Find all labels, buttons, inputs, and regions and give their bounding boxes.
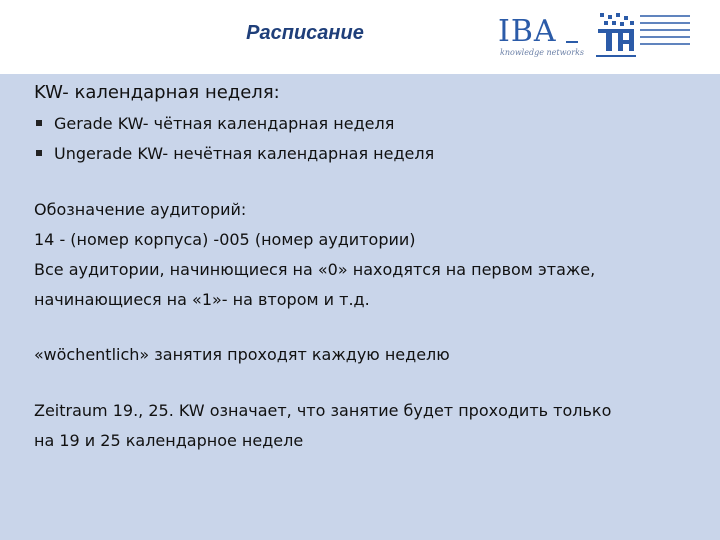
th-wildau-logo-text-lines	[640, 15, 690, 50]
rooms-example: 14 - (номер корпуса) -005 (номер аудитории)	[34, 230, 416, 249]
slide-title: Расписание	[246, 22, 364, 44]
th-wildau-logo	[594, 13, 694, 61]
zeitraum-line-2: на 19 и 25 календарное неделе	[34, 431, 304, 450]
kw-heading: KW- календарная неделя:	[34, 82, 280, 103]
iba-logo-tagline: knowledge networks	[500, 48, 585, 57]
bullet-square-icon	[36, 120, 42, 126]
rooms-heading: Обозначение аудиторий:	[34, 200, 247, 219]
iba-logo-bar	[566, 41, 578, 43]
iba-logo-text: IBA	[498, 14, 557, 49]
bullet-square-icon	[36, 150, 42, 156]
th-wildau-logo-mark	[594, 13, 638, 61]
rooms-floor-line-2: начинающиеся на «1»- на втором и т.д.	[34, 290, 370, 309]
weekly-note: «wöchentlich» занятия проходят каждую неделю	[34, 345, 450, 364]
zeitraum-line-1: Zeitraum 19., 25. KW означает, что занятие будет проходить только	[34, 401, 612, 420]
iba-logo	[498, 14, 584, 56]
bullet-gerade-text: Gerade KW- чётная календарная неделя	[54, 114, 395, 133]
slide-header	[0, 0, 720, 74]
slide-content	[0, 74, 720, 540]
bullet-ungerade	[36, 144, 434, 163]
bullet-gerade	[36, 114, 394, 133]
bullet-ungerade-text: Ungerade KW- нечётная календарная неделя	[54, 144, 435, 163]
rooms-floor-line-1: Все аудитории, начинющиеся на «0» находятся на первом этаже,	[34, 260, 596, 279]
